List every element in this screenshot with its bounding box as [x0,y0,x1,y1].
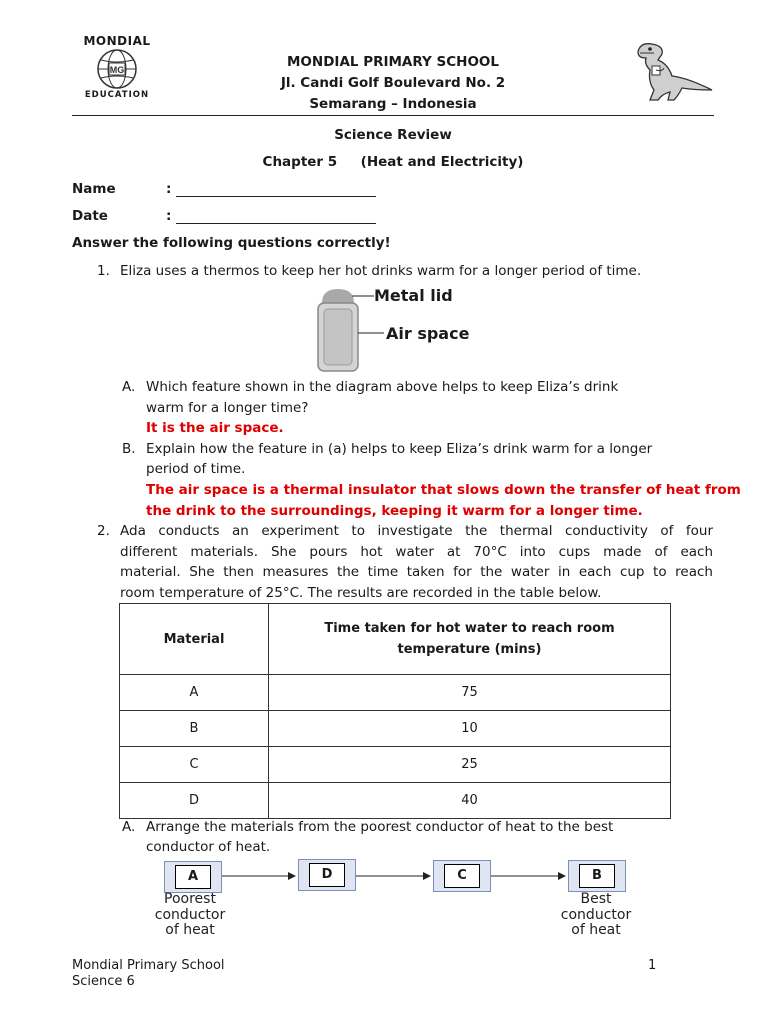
table-cell-material: A [120,675,269,711]
q2-number: 2. [97,523,110,539]
sequence-box-label: D [309,863,345,887]
q2-text [120,521,713,603]
sequence-box [298,859,356,891]
sequence-box [164,861,222,893]
school-name: MONDIAL PRIMARY SCHOOL [287,54,499,70]
q1b-answer-line1: The air space is a thermal insulator that slows down the transfer of heat from [146,482,741,498]
dinosaur-mascot-icon [628,38,720,106]
q2a-question-line1: Arrange the materials from the poorest conductor of heat to the best [146,819,614,835]
chapter-title: Chapter 5 (Heat and Electricity) [262,154,524,170]
sequence-box-label: B [579,864,615,888]
school-address-line1: Jl. Candi Golf Boulevard No. 2 [280,75,506,91]
logo-top-text: MONDIAL [83,34,151,48]
table-row [120,747,671,783]
q1b-question-line2: period of time. [146,461,246,477]
table-header-time: Time taken for hot water to reach room temperature (mins) [269,604,671,675]
q1-text: Eliza uses a thermos to keep her hot drinks warm for a longer period of time. [120,263,642,279]
date-colon: : [166,208,172,224]
q2a-question-line2: conductor of heat. [146,839,271,855]
school-header [200,52,586,115]
q2-text-line: different materials. She pours hot water at 70°C into cups made of each [120,543,713,560]
thermos-diagram [310,285,490,373]
footer-school: Mondial Primary School [72,958,225,973]
table-cell-time: 25 [269,747,671,783]
page-number: 1 [648,958,657,973]
q1a-question-line1: Which feature shown in the diagram above helps to keep Eliza’s drink [146,379,619,395]
table-row [120,711,671,747]
results-table [119,603,671,819]
name-field[interactable] [176,196,376,197]
table-cell-material: D [120,783,269,819]
table-cell-material: C [120,747,269,783]
q1b-answer-line2: the drink to the surroundings, keeping it warm for a longer time. [146,503,643,519]
poorest-conductor-caption: Poorest conductor of heat [154,891,226,938]
logo-emblem-text: MG [109,65,125,75]
q1a-answer: It is the air space. [146,420,284,436]
q1-number: 1. [97,263,110,279]
air-space-label: Air space [386,324,470,343]
table-row [120,675,671,711]
q2-text-line: room temperature of 25°C. The results are recorded in the table below. [120,584,602,601]
table-cell-time: 40 [269,783,671,819]
q2a-letter: A. [122,819,136,835]
logo-bottom-text: EDUCATION [84,90,150,100]
date-field[interactable] [176,223,376,224]
header-divider [72,115,714,116]
q1b-letter: B. [122,441,136,457]
school-logo [76,34,158,106]
table-header-material: Material [120,604,269,675]
metal-lid-label: Metal lid [374,286,453,305]
table-cell-material: B [120,711,269,747]
q2-text-line: material. She then measures the time taken for the water in each cup to reach [120,564,713,580]
name-colon: : [166,181,172,197]
table-header-row [120,604,671,675]
instruction: Answer the following questions correctly! [72,235,391,251]
table-row [120,783,671,819]
q1a-question-line2: warm for a longer time? [146,400,309,416]
sequence-box [433,860,491,892]
best-conductor-caption: Best conductor of heat [560,891,632,938]
date-label: Date [72,208,108,224]
globe-icon [94,48,140,90]
school-address-line2: Semarang – Indonesia [309,96,477,112]
q2-text-line: Ada conducts an experiment to investigate the thermal conductivity of four [120,523,713,539]
footer-subject: Science 6 [72,974,135,989]
sequence-box-label: A [175,865,211,889]
sequence-box-label: C [444,864,480,888]
arrangement-diagram [150,858,640,948]
table-cell-time: 10 [269,711,671,747]
q1b-question-line1: Explain how the feature in (a) helps to keep Eliza’s drink warm for a longer [146,441,653,457]
q1a-letter: A. [122,379,136,395]
sequence-box [568,860,626,892]
table-cell-time: 75 [269,675,671,711]
review-title: Science Review [334,127,452,143]
name-label: Name [72,181,116,197]
